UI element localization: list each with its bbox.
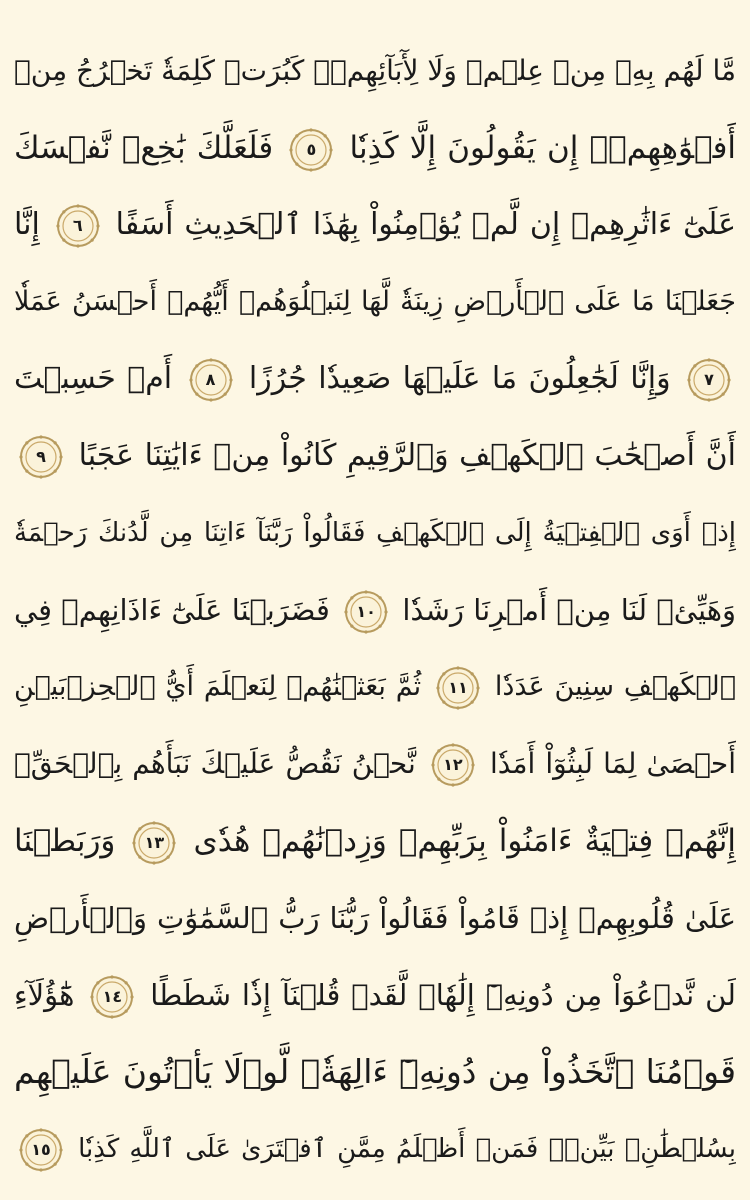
- ayah-end-marker: [55, 203, 101, 249]
- verse-text: فَضَرَبۡنَا عَلَىٰٓ ءَاذَانِهِمۡ فِي: [14, 593, 330, 627]
- verse-text: ٱلۡكَهۡفِ سِنِينَ عَدَدٗا: [494, 671, 736, 702]
- ayah-end-marker: [131, 820, 177, 866]
- ayah-number: ١٤: [102, 987, 123, 1006]
- verse-line: [14, 32, 736, 110]
- verse-text: إِنَّهُمۡ فِتۡيَةٌ ءَامَنُواْ بِرَبِّهِمۡ وَزِدۡنَٰهُمۡ هُدٗى: [193, 823, 736, 859]
- ayah-number: ٩: [36, 446, 46, 466]
- verse-text: إِنَّا: [14, 207, 40, 242]
- ayah-end-marker: [18, 1127, 64, 1173]
- verse-text: عَلَىٰٓ ءَاثَٰرِهِمۡ إِن لَّمۡ يُؤۡمِنُواْ بِهَٰذَا ٱلۡحَدِيثِ أَسَفًا: [115, 207, 736, 242]
- verse-text: إِذۡ أَوَى ٱلۡفِتۡيَةُ إِلَى ٱلۡكَهۡفِ فَقَالُواْ رَبَّنَآ ءَاتِنَا مِن لَّدُنكَ رَحۡمَةٗ: [14, 518, 736, 548]
- verse-line: [14, 725, 736, 803]
- ayah-number: ١٢: [443, 755, 463, 774]
- verse-text-block: [0, 20, 750, 1190]
- ayah-number: ٧: [704, 369, 714, 389]
- ayah-end-marker: [89, 974, 135, 1020]
- verse-text: أَحۡصَىٰ لِمَا لَبِثُوٓاْ أَمَدٗا: [490, 747, 736, 780]
- verse-line: [14, 186, 736, 264]
- ayah-end-marker: [343, 589, 389, 635]
- verse-text: أَفۡوَٰهِهِمۡۚ إِن يَقُولُونَ إِلَّا كَذِبٗا: [349, 130, 736, 166]
- ayah-end-marker: [430, 742, 476, 788]
- verse-line: [14, 340, 736, 418]
- ayah-end-marker: [288, 127, 334, 173]
- verse-text: أَنَّ أَصۡحَٰبَ ٱلۡكَهۡفِ وَٱلرَّقِيمِ كَانُواْ مِنۡ ءَايَٰتِنَا عَجَبًا: [78, 438, 736, 473]
- ayah-end-marker: [686, 357, 732, 403]
- ayah-number: ٥: [306, 139, 317, 159]
- verse-text: وَهَيِّئۡ لَنَا مِنۡ أَمۡرِنَا رَشَدٗا: [402, 593, 736, 627]
- verse-text: وَرَبَطۡنَا: [14, 823, 116, 859]
- ayah-end-marker: [18, 434, 64, 480]
- verse-text: فَلَعَلَّكَ بَٰخِعٞ نَّفۡسَكَ: [14, 130, 274, 166]
- verse-line: [14, 571, 736, 649]
- verse-text: وَإِنَّا لَجَٰعِلُونَ مَا عَلَيۡهَا صَعِيدٗا جُرُزًا: [248, 361, 671, 396]
- verse-line: [14, 648, 736, 726]
- ayah-end-marker: [435, 665, 481, 711]
- ayah-number: ٦: [72, 215, 83, 235]
- verse-line: [14, 1033, 736, 1111]
- verse-text: بِسُلۡطَٰنِۭ بَيِّنٖۖ فَمَنۡ أَظۡلَمُ مِمَّنِ ٱفۡتَرَىٰ عَلَى ٱللَّهِ كَذِبٗا: [78, 1134, 736, 1164]
- verse-line: [14, 109, 736, 187]
- verse-text: ثُمَّ بَعَثۡنَٰهُمۡ لِنَعۡلَمَ أَيُّ ٱلۡحِزۡبَيۡنِ: [14, 671, 422, 702]
- verse-text: عَلَىٰ قُلُوبِهِمۡ إِذۡ قَامُواْ فَقَالُواْ رَبُّنَا رَبُّ ٱلسَّمَٰوَٰتِ وَٱلۡأَرۡضِ: [14, 901, 736, 935]
- verse-line: [14, 1110, 736, 1188]
- verse-line: [14, 263, 736, 341]
- ayah-end-marker: [188, 357, 234, 403]
- verse-line: [14, 494, 736, 572]
- verse-text: أَمۡ حَسِبۡتَ: [14, 361, 173, 396]
- verse-text: هَٰٓؤُلَآءِ: [14, 978, 75, 1012]
- verse-line: [14, 417, 736, 495]
- verse-line: [14, 956, 736, 1034]
- verse-text: مَّا لَهُم بِهِۦ مِنۡ عِلۡمٖ وَلَا لِأٓبَآئِهِمۡۚ كَبُرَتۡ كَلِمَةٗ تَخۡرُجُ مِنۡ: [14, 54, 736, 87]
- ayah-number: ١٥: [31, 1139, 51, 1159]
- verse-text: جَعَلۡنَا مَا عَلَى ٱلۡأَرۡضِ زِينَةٗ لَّهَا لِنَبۡلُوَهُمۡ أَيُّهُمۡ أَحۡسَنُ عَمَلٗا: [14, 286, 736, 317]
- verse-line: [14, 802, 736, 880]
- ayah-number: ١٠: [356, 602, 376, 621]
- ayah-number: ١٣: [144, 832, 165, 852]
- ayah-number: ١١: [448, 677, 468, 697]
- verse-line: [14, 879, 736, 957]
- verse-text: قَوۡمُنَا ٱتَّخَذُواْ مِن دُونِهِۦٓ ءَالِهَةٗۖ لَّوۡلَا يَأۡتُونَ عَلَيۡهِم: [14, 1052, 736, 1091]
- ayah-number: ٨: [205, 369, 216, 389]
- verse-text: نَّحۡنُ نَقُصُّ عَلَيۡكَ نَبَأَهُم بِٱلۡحَقِّۚ: [14, 747, 416, 780]
- verse-text: لَن نَّدۡعُوَاْ مِن دُونِهِۦٓ إِلَٰهٗاۖ لَّقَدۡ قُلۡنَآ إِذٗا شَطَطًا: [150, 978, 736, 1012]
